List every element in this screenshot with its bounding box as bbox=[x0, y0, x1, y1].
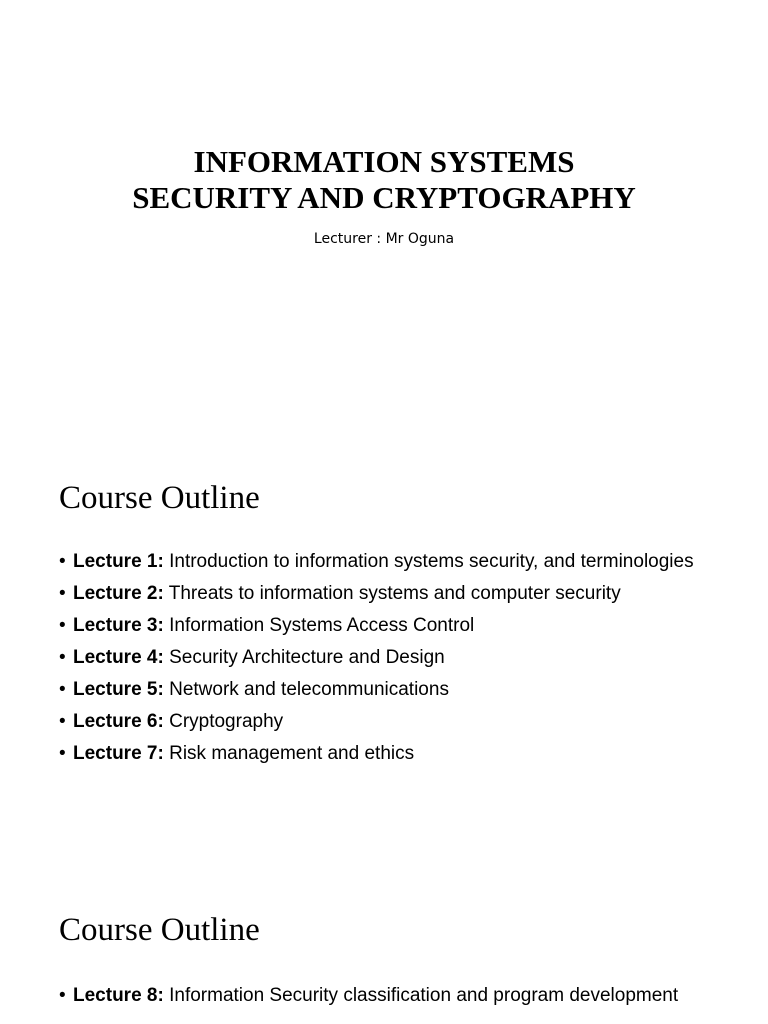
lecture-topic: Threats to information systems and computer security bbox=[168, 583, 621, 604]
list-item bbox=[59, 678, 699, 702]
lecture-topic: Information Systems Access Control bbox=[169, 615, 475, 636]
lecture-label: Lecture 4: bbox=[73, 647, 164, 668]
lecture-list bbox=[59, 550, 699, 774]
lecturer-name: Lecturer : Mr Oguna bbox=[313, 231, 455, 247]
lecture-topic: Risk management and ethics bbox=[169, 743, 415, 764]
course-outline-slide-1 bbox=[0, 432, 768, 864]
lecture-label: Lecture 7: bbox=[73, 743, 164, 764]
lecture-topic: Network and telecommunications bbox=[169, 679, 449, 700]
lecture-topic: Cryptography bbox=[169, 711, 284, 732]
lecture-label: Lecture 6: bbox=[73, 711, 164, 732]
title-line-2: SECURITY AND CRYPTOGRAPHY bbox=[132, 180, 636, 215]
list-item bbox=[59, 582, 699, 606]
lecture-label: Lecture 2: bbox=[73, 583, 164, 604]
lecture-label: Lecture 8: bbox=[73, 985, 164, 1006]
lecture-label: Lecture 3: bbox=[73, 615, 164, 636]
list-item bbox=[59, 742, 699, 766]
lecture-topic: Introduction to information systems security, and terminologies bbox=[169, 551, 694, 572]
slide-heading: Course Outline bbox=[59, 912, 260, 948]
lecture-label: Lecture 1: bbox=[73, 551, 164, 572]
course-outline-slide-2 bbox=[0, 864, 768, 1024]
list-item bbox=[59, 710, 699, 734]
list-item bbox=[59, 614, 699, 638]
lecture-topic: Information Security classification and program development bbox=[169, 985, 679, 1006]
slide-heading: Course Outline bbox=[59, 480, 260, 516]
lecture-label: Lecture 5: bbox=[73, 679, 164, 700]
list-item bbox=[59, 550, 699, 574]
list-item bbox=[59, 984, 699, 1008]
lecture-list bbox=[59, 984, 699, 1016]
list-item bbox=[59, 646, 699, 670]
title-line-1: INFORMATION SYSTEMS bbox=[193, 144, 575, 179]
presentation-title bbox=[0, 144, 768, 216]
title-slide bbox=[0, 0, 768, 432]
lecture-topic: Security Architecture and Design bbox=[169, 647, 445, 668]
